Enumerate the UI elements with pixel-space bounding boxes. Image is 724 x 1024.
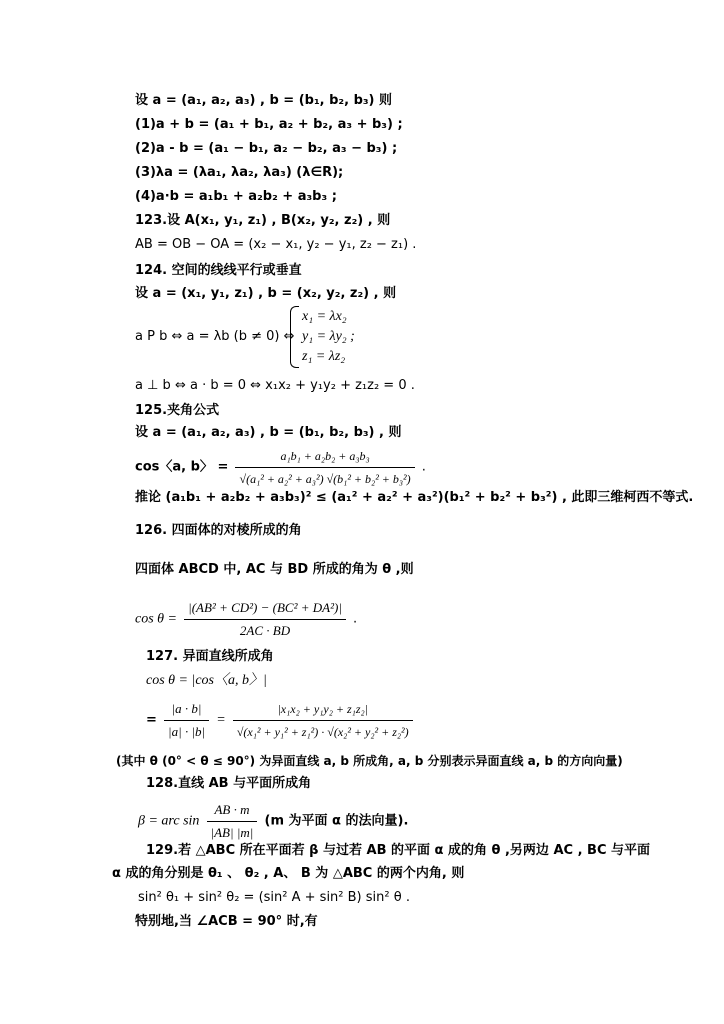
heading-124: 124. 空间的线线平行或垂直 [135,263,302,278]
text-line-2: (1)a + b = (a₁ + b₁, a₂ + b₂, a₃ + b₃) ; [135,117,403,132]
skew-angle-note: (其中 θ (0° < θ ≤ 90°) 为异面直线 a, b 所成角, a, b 分别表示异面直线 a, b 的方向向量) [116,754,623,768]
plane-formula-numerator: AB · m [207,800,258,822]
heading-129: 129.若 △ABC 所在平面若 β 与过若 AB 的平面 α 成的角 θ ,另两边 AC , BC 与平面 [146,843,651,858]
angle-formula-lhs: cos〈a, b〉 = [135,459,229,475]
heading-123: 123.设 A(x₁, y₁, z₁) , B(x₂, y₂, z₂) , 则 [135,213,391,228]
plane-angle-formula [138,800,408,843]
heading-126: 126. 四面体的对棱所成的角 [135,523,302,538]
text-line-26: α 成的角分别是 θ₁ 、 θ₂ , A、 B 为 △ABC 的两个内角, 则 [112,866,465,881]
formula-vector-ab: AB = OB − OA = (x₂ − x₁, y₂ − y₁, z₂ − z₁) . [135,237,417,252]
skew-formula-equals: = [146,712,157,728]
text-line-3: (2)a - b = (a₁ − b₁, a₂ − b₂, a₃ − b₃) ; [135,141,398,156]
angle-formula-fraction [235,446,414,489]
angle-formula [135,446,426,489]
system-eq-2: y₁ = λy₂ ; [302,329,355,344]
tetra-formula-denominator: 2AC · BD [239,623,291,638]
tetrahedron-formula [135,598,357,641]
angle-formula-numerator: a₁b₁ + a₂b₂ + a₃b₃ [235,446,414,468]
system-eq-3: z₁ = λz₂ [302,349,346,364]
tetra-formula-fraction [184,598,346,641]
text-line-1: 设 a = (a₁, a₂, a₃) , b = (b₁, b₂, b₃) 则 [135,93,393,108]
text-line-28: 特别地,当 ∠ACB = 90° 时,有 [135,914,318,929]
perpendicular-condition: a ⊥ b ⇔ a · b = 0 ⇔ x₁x₂ + y₁y₂ + z₁z₂ = 0 . [135,378,415,393]
text-line-13: 设 a = (a₁, a₂, a₃) , b = (b₁, b₂, b₃) , 则 [135,425,402,440]
skew-formula-numerator-2: |x₁x₂ + y₁y₂ + z₁z₂| [233,699,413,721]
skew-angle-formula [146,699,416,742]
text-line-4: (3)λa = (λa₁, λa₂, λa₃) (λ∈R); [135,165,344,180]
tetra-formula-period: . [353,611,358,627]
skew-formula-numerator-1: |a · b| [164,699,209,721]
angle-formula-period: . [421,459,426,475]
plane-formula-lhs: β = arc sin [138,813,200,829]
heading-125: 125.夹角公式 [135,403,220,418]
skew-formula-fraction-2 [233,699,413,742]
heading-128: 128.直线 AB 与平面所成角 [146,776,312,791]
system-eq-1: x₁ = λx₂ [302,309,347,324]
plane-formula-note: (m 为平面 α 的法向量). [264,813,409,829]
skew-formula-denominator-1: |a| · |b| [168,724,206,739]
tetra-formula-numerator: |(AB² + CD²) − (BC² + DA²)| [184,598,346,620]
text-line-9: 设 a = (x₁, y₁, z₁) , b = (x₂, y₂, z₂) , 则 [135,286,397,301]
text-line-17: 四面体 ABCD 中, AC 与 BD 所成的角为 θ ,则 [135,562,414,577]
skew-formula-fraction-1 [164,699,209,742]
skew-formula-denominator-2: √(x₁² + y₁² + z₁²) · √(x₂² + y₂² + z₂²) [236,725,409,739]
text-line-5: (4)a·b = a₁b₁ + a₂b₂ + a₃b₃ ; [135,189,337,204]
plane-formula-fraction [207,800,258,843]
angle-formula-denominator: √(a₁² + a₂² + a₃²) √(b₁² + b₂² + b₃²) [239,472,411,486]
sine-identity: sin² θ₁ + sin² θ₂ = (sin² A + sin² B) sin² θ . [138,890,410,905]
skew-angle-def: cos θ = |cos〈a, b〉| [146,673,267,688]
system-brace [290,306,299,368]
plane-formula-denominator: |AB| |m| [210,825,254,840]
skew-formula-equals-2: = [216,712,226,728]
cauchy-inequality: 推论 (a₁b₁ + a₂b₂ + a₃b₃)² ≤ (a₁² + a₂² + a₃²)(b₁² + b₂² + b₃²) , 此即三维柯西不等式. [135,490,694,505]
parallel-condition: a P b ⇔ a = λb (b ≠ 0) ⇔ [135,329,295,344]
tetra-formula-lhs: cos θ = [135,611,177,627]
heading-127: 127. 异面直线所成角 [146,649,274,664]
